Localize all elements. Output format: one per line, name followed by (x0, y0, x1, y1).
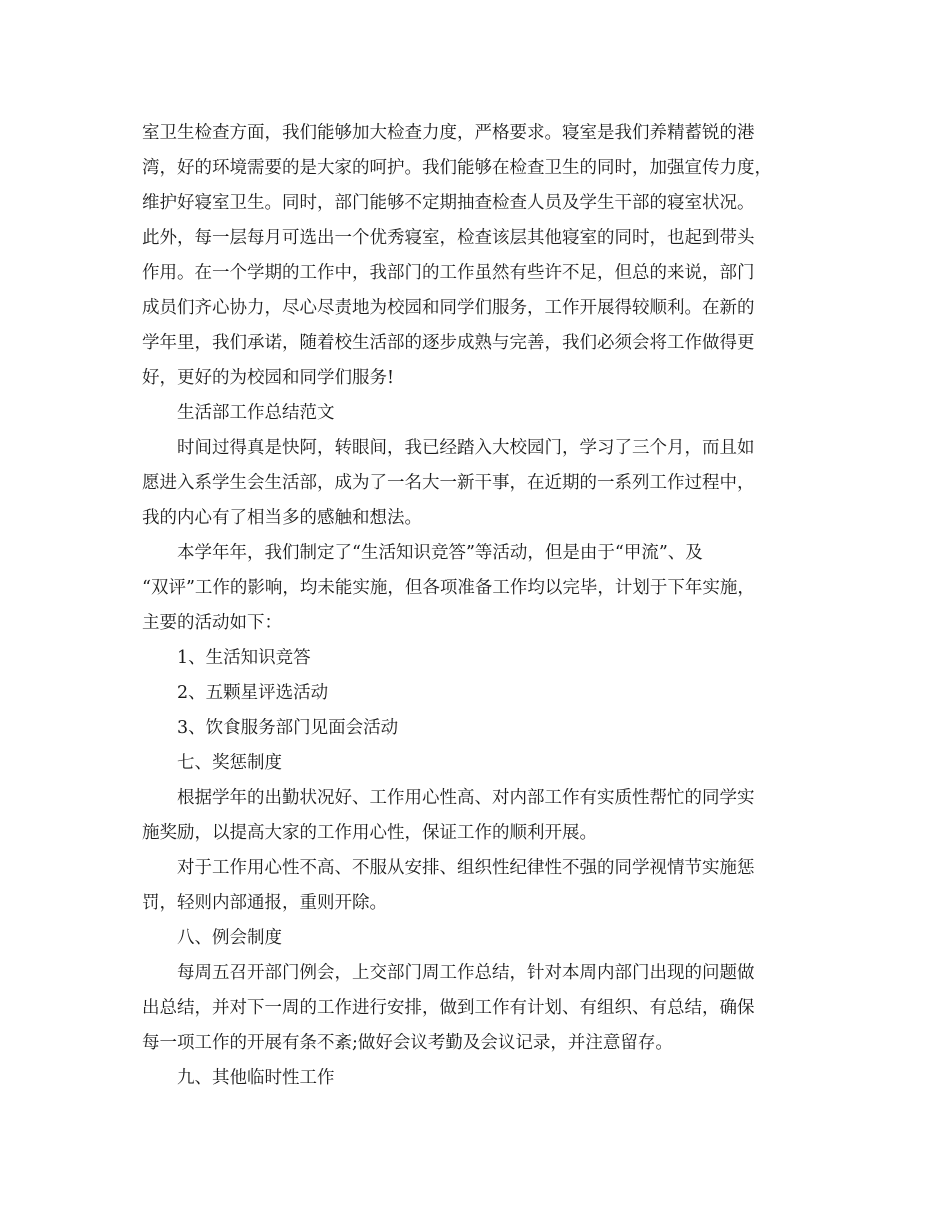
text-line: 湾，好的环境需要的是大家的呵护。我们能够在检查卫生的同时，加强宣传力度， (142, 158, 772, 178)
text-line: 对于工作用心性不高、不服从安排、组织性纪律性不强的同学视情节实施惩 (177, 858, 755, 878)
text-line: 维护好寝室卫生。同时，部门能够不定期抽查检查人员及学生干部的寝室状况。 (142, 193, 755, 213)
list-item: 2、五颗星评选活动 (177, 683, 329, 703)
list-item: 3、饮食服务部门见面会活动 (177, 718, 399, 738)
text-line: 学年里，我们承诺，随着校生活部的逐步成熟与完善，我们必须会将工作做得更 (142, 333, 755, 353)
text-line: 作用。在一个学期的工作中，我部门的工作虽然有些许不足，但总的来说，部门 (142, 263, 755, 283)
text-line: 主要的活动如下： (142, 613, 282, 633)
text-line: 成员们齐心协力，尽心尽责地为校园和同学们服务，工作开展得较顺利。在新的 (142, 298, 755, 318)
text-line: 每一项工作的开展有条不紊;做好会议考勤及会议记录，并注意留存。 (142, 1033, 673, 1053)
text-line: 好，更好的为校园和同学们服务! (142, 368, 395, 388)
text-line: 出总结，并对下一周的工作进行安排，做到工作有计划、有组织、有总结，确保 (142, 998, 755, 1018)
text-line: 根据学年的出勤状况好、工作用心性高、对内部工作有实质性帮忙的同学实 (177, 788, 755, 808)
text-line: 室卫生检查方面，我们能够加大检查力度，严格要求。寝室是我们养精蓄锐的港 (142, 123, 755, 143)
text-line: 我的内心有了相当多的感触和想法。 (142, 508, 422, 528)
list-item: 1、生活知识竞答 (177, 648, 311, 668)
text-line: 罚，轻则内部通报，重则开除。 (142, 893, 387, 913)
text-line: 愿进入系学生会生活部，成为了一名大一新干事，在近期的一系列工作过程中， (142, 473, 755, 493)
section-heading: 生活部工作总结范文 (177, 403, 335, 423)
document-body (142, 116, 808, 1096)
section-heading: 七、奖惩制度 (177, 753, 282, 773)
text-line: 施奖励，以提高大家的工作用心性，保证工作的顺利开展。 (142, 823, 597, 843)
text-line: 时间过得真是快阿，转眼间，我已经踏入大校园门，学习了三个月，而且如 (177, 438, 755, 458)
text-line: “双评”工作的影响，均未能实施，但各项准备工作均以完毕，计划于下年实施， (142, 578, 755, 598)
section-heading: 九、其他临时性工作 (177, 1068, 335, 1088)
text-line: 此外，每一层每月可选出一个优秀寝室，检查该层其他寝室的同时，也起到带头 (142, 228, 755, 248)
section-heading: 八、例会制度 (177, 928, 282, 948)
text-line: 每周五召开部门例会，上交部门周工作总结，针对本周内部门出现的问题做 (177, 963, 755, 983)
text-line: 本学年年，我们制定了“生活知识竞答”等活动，但是由于“甲流”、及 (177, 543, 703, 563)
